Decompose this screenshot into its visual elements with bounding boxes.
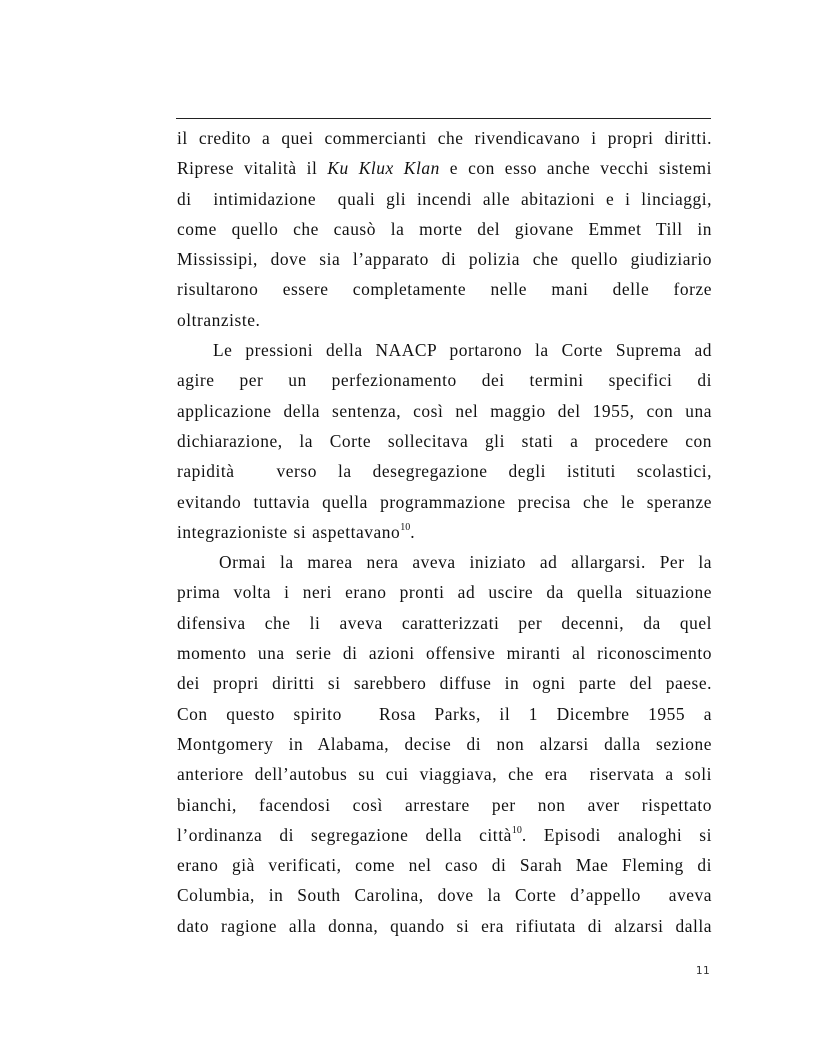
text-line: difensiva che li aveva caratterizzati per decenni, da quel [177, 612, 712, 633]
text-line: bianchi, facendosi così arrestare per non aver rispettato [177, 794, 712, 815]
line-segment: l’ordinanza di segregazione della città [177, 824, 512, 845]
text-line: Ormai la marea nera aveva iniziato ad allargarsi. Per la [219, 552, 712, 573]
line-segment: . [410, 521, 416, 542]
text-line: il credito a quei commercianti che rivendicavano i propri diritti. [177, 128, 712, 148]
text-line [177, 153, 712, 183]
text-line: agire per un perfezionamento dei termini specifici di [177, 370, 712, 391]
text-line: di intimidazione quali gli incendi alle abitazioni e i linciaggi, [177, 188, 712, 209]
line-segment: integrazioniste si aspettavano [177, 521, 401, 542]
text-line [177, 517, 712, 547]
text-line: dichiarazione, la Corte sollecitava gli stati a procedere con [177, 430, 712, 451]
text-line: erano già verificati, come nel caso di Sarah Mae Fleming di [177, 855, 712, 876]
text-line: come quello che causò la morte del giovane Emmet Till in [177, 218, 712, 239]
ku-klux-klan-italic: Ku Klux Klan [327, 158, 440, 179]
footnote-ref: 10 [511, 824, 522, 836]
text-line: anteriore dell’autobus su cui viaggiava, che era riservata a soli [177, 764, 712, 785]
text-line: evitando tuttavia quella programmazione precisa che le speranze [177, 491, 712, 512]
text-line: Con questo spirito Rosa Parks, il 1 Dicembre 1955 a [177, 703, 712, 724]
text-line: Le pressioni della NAACP portarono la Corte Suprema ad [213, 340, 712, 361]
text-line: Mississipi, dove sia l’apparato di polizia che quello giudiziario [177, 249, 712, 270]
text-line: Montgomery in Alabama, decise di non alzarsi dalla sezione [177, 733, 712, 754]
line-segment: . Episodi analoghi si [521, 824, 713, 845]
line-segment: Riprese vitalità il [177, 158, 328, 179]
header-rule [176, 118, 711, 119]
text-line: Columbia, in South Carolina, dove la Corte d’appello aveva [177, 885, 712, 906]
body-text [177, 123, 712, 941]
text-line: prima volta i neri erano pronti ad uscire da quella situazione [177, 582, 712, 603]
text-line [177, 820, 712, 850]
text-line: dei propri diritti si sarebbero diffuse in ogni parte del paese. [177, 673, 712, 694]
text-line: risultarono essere completamente nelle mani delle forze [177, 279, 712, 300]
line-segment: e con esso anche vecchi sistemi [439, 158, 713, 179]
text-line: dato ragione alla donna, quando si era rifiutata di alzarsi dalla [177, 915, 712, 936]
text-line: oltranziste. [177, 309, 261, 330]
text-line: momento una serie di azioni offensive miranti al riconoscimento [177, 643, 712, 664]
page-number: 11 [695, 964, 710, 977]
footnote-ref: 10 [400, 521, 411, 533]
text-line: applicazione della sentenza, così nel maggio del 1955, con una [177, 400, 712, 421]
text-line: rapidità verso la desegregazione degli istituti scolastici, [177, 461, 712, 482]
